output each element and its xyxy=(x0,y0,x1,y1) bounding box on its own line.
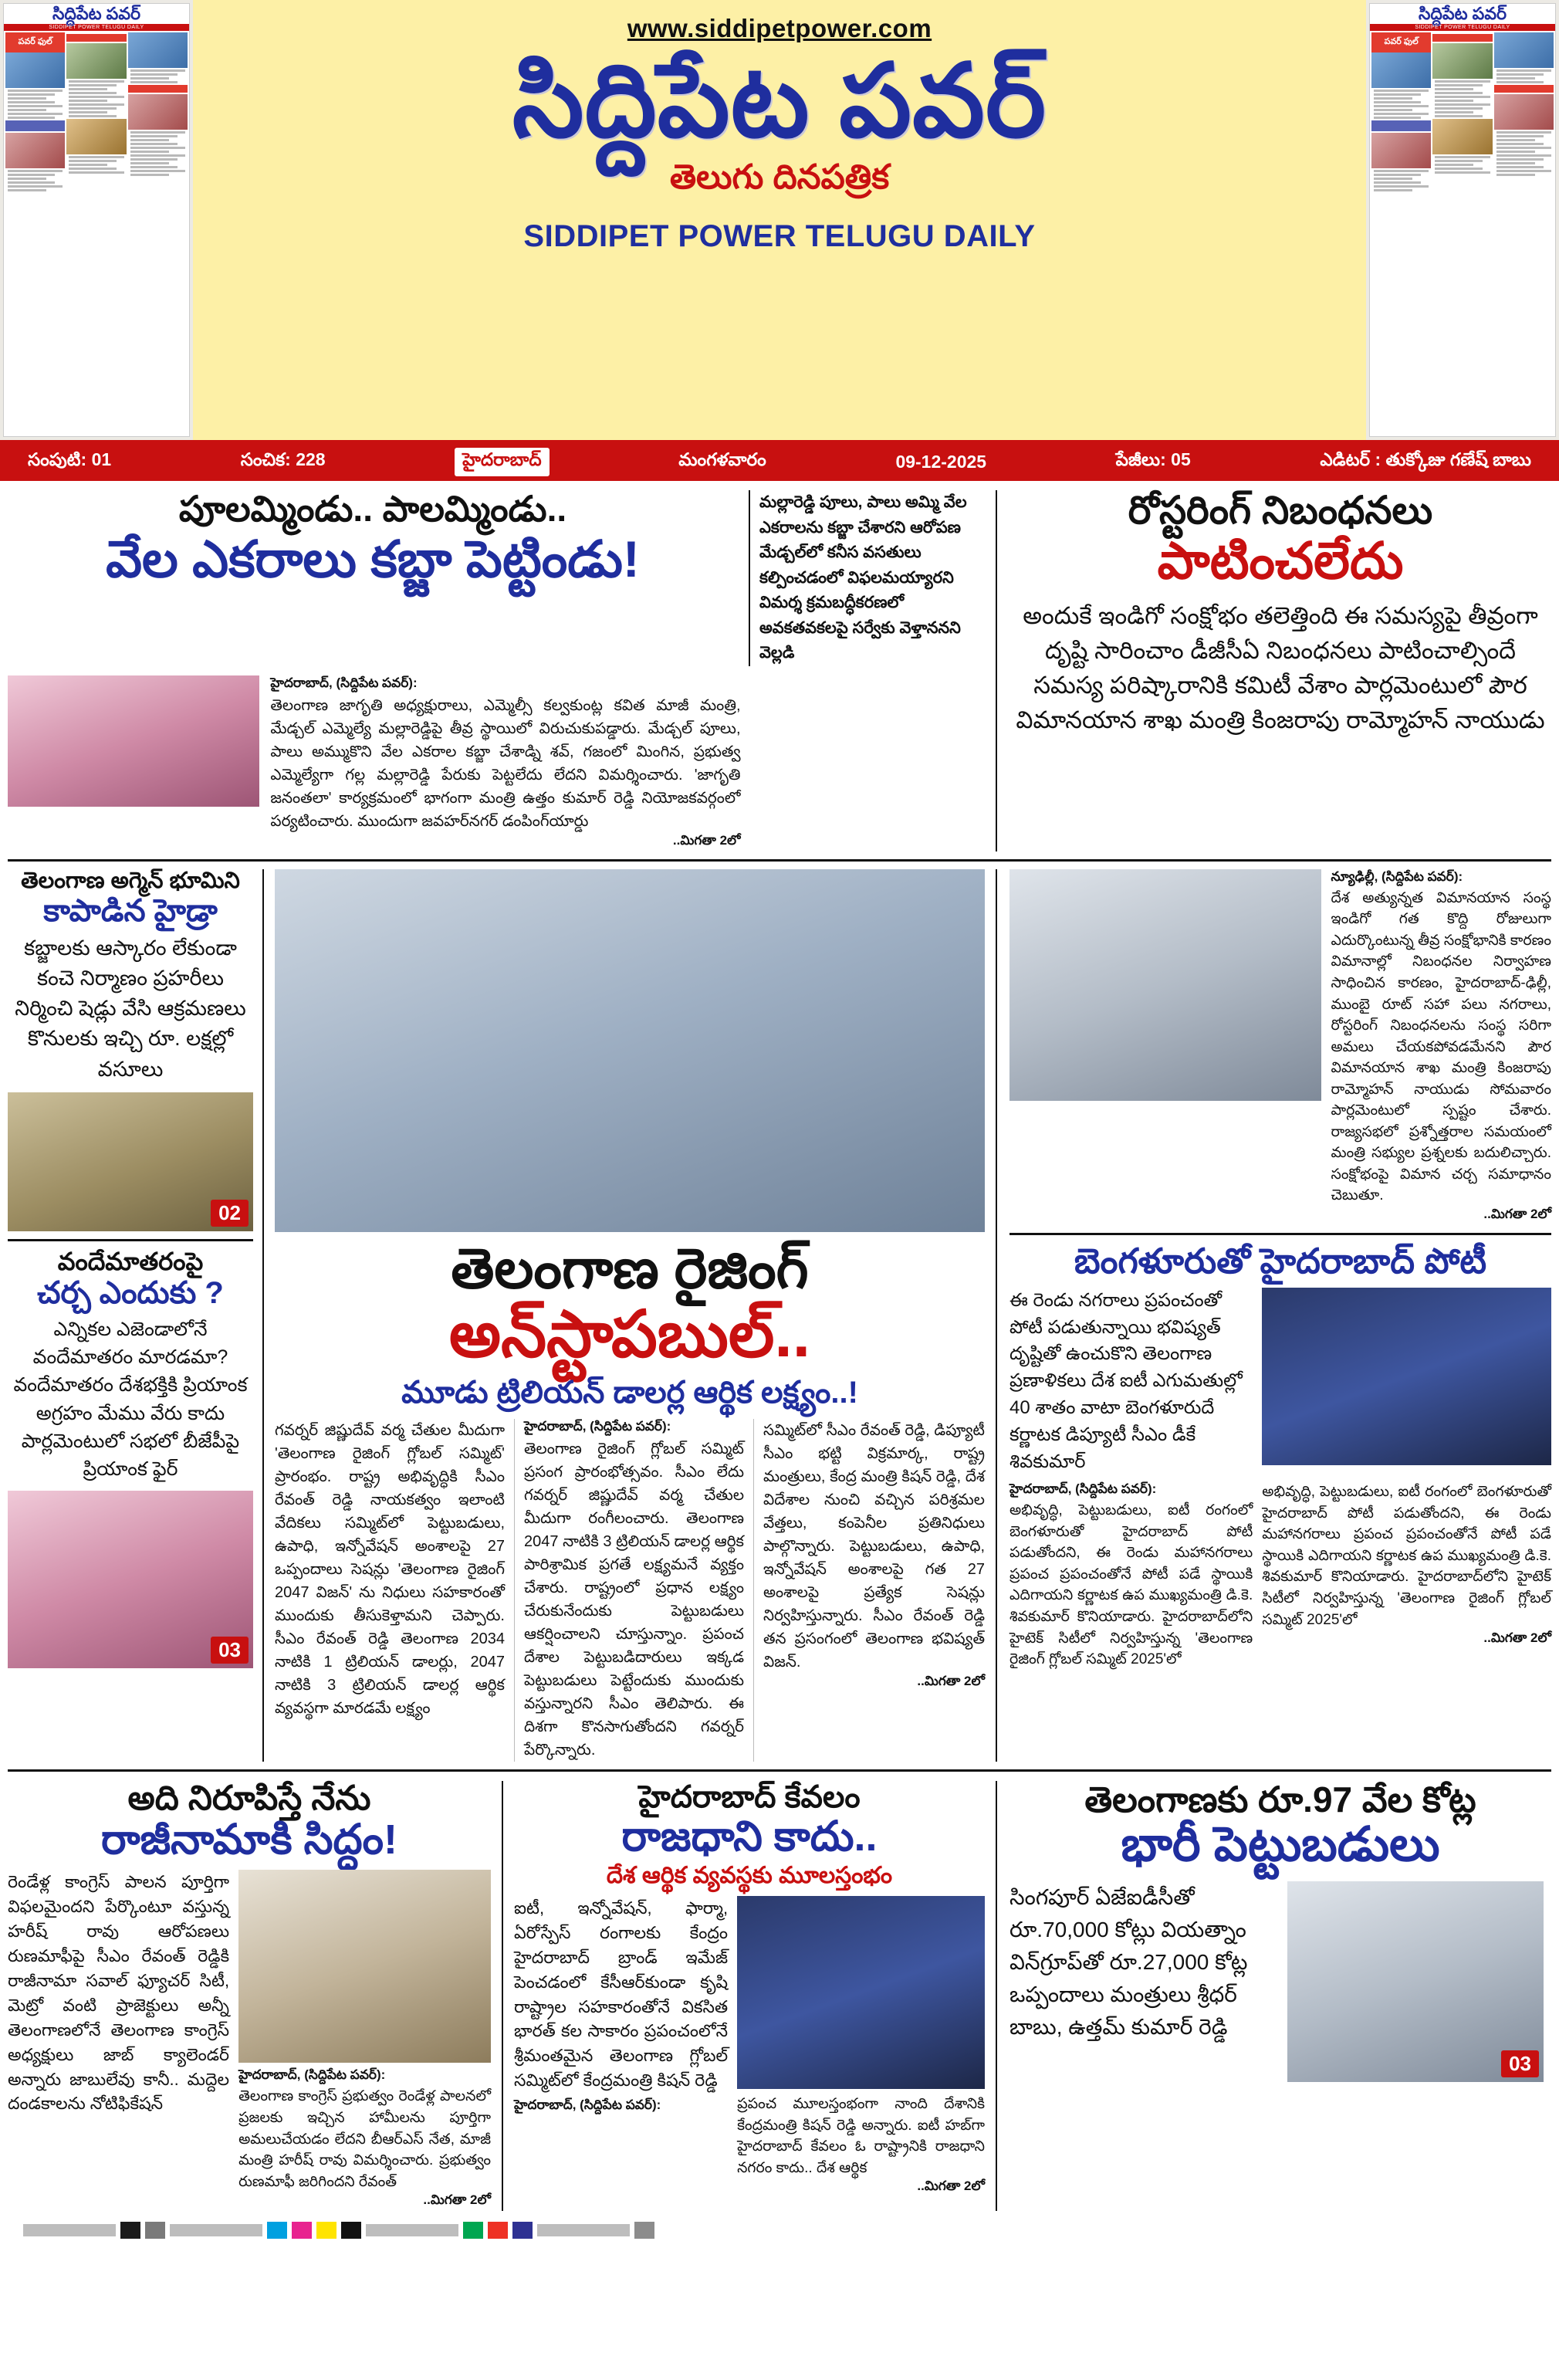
bottom-center-body: ప్రపంచ మూలస్తంభంగా నాంది దేశానికి కేంద్రమంత్రి కిషన్ రెడ్డి అన్నారు. ఐటీ హబ్‌గా హైదరాబాద్ కేవలం ఓ రాష్ట్రానికి రాజధాని నగరం కాదు.. దేశ ఆర్థిక xyxy=(737,2095,985,2176)
center-byline: హైదరాబాద్, (సిద్దిపేట పవర్): xyxy=(524,1418,671,1434)
masthead xyxy=(0,0,1559,442)
bottom-center-bullets: ఐటీ, ఇన్నోవేషన్, ఫార్మా, ఏరోస్పేస్ రంగాలకు కేంద్రం హైదరాబాద్ బ్రాండ్ ఇమేజ్ పెంచడంలో కేసీఆర్‌కుండా కృషి రాష్ట్రాల సహకారంతోనే వికసిత భారత్ కల సాకారం ప్రపంచంలోనే శ్రీమంతమైన తెలంగాణ గ్లోబల్ సమ్మిట్‌లో కేంద్రమంత్రి కిషన్ రెడ్డి xyxy=(514,1898,729,2091)
mini-text-block xyxy=(1371,90,1431,119)
lead-photo-kavitha xyxy=(8,675,259,807)
mini-text-block xyxy=(1494,131,1554,176)
mini-headline-bar xyxy=(1371,120,1431,131)
reg-swatch xyxy=(512,2222,533,2239)
mini-strip: SIDDIPET POWER TELUGU DAILY xyxy=(1370,24,1555,31)
left-story1-photo xyxy=(8,1092,253,1231)
pages-count: పేజీలు: 05 xyxy=(1115,449,1191,469)
reg-long-bar xyxy=(366,2224,458,2236)
mini-text-block xyxy=(66,156,126,174)
right-mid-bullets: ఈ రెండు నగరాలు ప్రపంచంతో పోటీ పడుతున్నాయి భవిష్యత్ దృష్టితో ఉంచుకొని తెలంగాణ ప్రణాళికలు దేశ ఐటీ ఎగుమతుల్లో 40 శాతం వాటా బెంగళూరుదే కర్ణాటక డిప్యూటీ సీఎం డీకే శివకుమార్ xyxy=(1009,1289,1243,1472)
left-story1-body: కబ్జాలకు ఆస్కారం లేకుండా కంచె నిర్మాణం ప్రహరీలు నిర్మించి షెడ్లు వేసి ఆక్రమణలు కొనులకు ఇచ్చి రూ. లక్షల్లో వసూలు xyxy=(15,936,246,1081)
masthead-center xyxy=(193,0,1366,440)
bottom-center-byline: హైదరాబాద్, (సిద్దిపేట పవర్): xyxy=(514,2097,661,2113)
mini-text-block xyxy=(5,90,65,119)
right-top-story-body xyxy=(1009,869,1551,1225)
mini-logo: సిద్దిపేట పవర్ xyxy=(1418,4,1507,23)
bottom-right-head1: తెలంగాణకు రూ.97 వేల కోట్ల xyxy=(1084,1779,1476,1820)
mini-text-block xyxy=(1371,170,1431,191)
page-ref-badge: 03 xyxy=(1501,2050,1539,2077)
mini-photo xyxy=(1494,32,1554,68)
bottom-left-byline: హైదరాబాద్, (సిద్దిపేట పవర్): xyxy=(238,2067,386,2083)
left-story1-head2: కాపాడిన హైడ్రా xyxy=(43,893,218,928)
page-content xyxy=(0,481,1559,2253)
mini-photo xyxy=(1371,133,1431,168)
right-top-photo xyxy=(1009,869,1321,1101)
reg-swatch xyxy=(341,2222,361,2239)
mini-photo xyxy=(66,43,126,79)
mini-kicker xyxy=(128,85,188,93)
paper-subtitle-telugu: తెలుగు దినపత్రిక xyxy=(669,157,890,196)
mini-photo xyxy=(5,52,65,88)
bottom-center-photo xyxy=(737,1896,985,2089)
mini-photo xyxy=(1432,119,1492,154)
lead-bullet-summary: మల్లారెడ్డి పూలు, పాలు అమ్మి వేల ఎకరాలను కబ్జా చేశారని ఆరోపణ మేడ్చల్‌లో కనీస వసతులు కల్పించడంలో విఫలమయ్యారని విమర్శ క్రమబద్ధీకరణలో అవకతవకలపై సర్వేకు వెళ్తాననని వెల్లడి xyxy=(759,493,967,662)
right-mid-head: బెంగళూరుతో హైదరాబాద్ పోటీ xyxy=(1074,1241,1487,1281)
right-mid-body-cont: అభివృద్ధి, పెట్టుబడులు, ఐటీ రంగంలో బెంగళూరుతో హైదరాబాద్ పోటీ పడుతోందని, ఈ రెండు మహానగరాలు ప్రపంచ ప్రపంచంతోనే పోటీ పడే స్థాయికి ఎదిగాయని కర్ణాటక ఉప ముఖ్యమంత్రి డి.కె. శివకుమార్ కొనియాడారు. హైదరాబాద్‌లోని హైటెక్ సిటీలో నిర్వహిస్తున్న 'తెలంగాణ రైజింగ్ గ్లోబల్ సమ్మిట్ 2025'లో xyxy=(1262,1484,1551,1628)
right-top-bullets: అందుకే ఇండిగో సంక్షోభం తలెత్తింది ఈ సమస్యపై తీవ్రంగా దృష్టి సారించాం డీజీసీఏ నిబంధనలు పాటించాల్సిందే సమస్య పరిష్కారానికి కమిటీ వేశాం పార్లమెంటులో పౌర విమానయాన శాఖ మంత్రి కింజరాపు రామ్మోహన్ నాయుడు xyxy=(1016,601,1545,733)
bottom-left-body: తెలంగాణ కాంగ్రెస్ ప్రభుత్వం రెండేళ్ల పాలనలో ప్రజలకు ఇచ్చిన హామీలను పూర్తిగా అమలుచేయడం లేదని బీఆర్ఎస్ నేత, మాజీ మంత్రి హరీష్ రావు విమర్శించారు. ప్రభుత్వం రుణమాఫీ జరిగిందని రేవంత్ xyxy=(238,2088,491,2190)
mini-photo xyxy=(128,94,188,130)
mini-text-block xyxy=(1494,69,1554,83)
mini-photo xyxy=(66,119,126,154)
center-main-photo xyxy=(275,869,985,1232)
left-story2-head1: వందేమాతరంపై xyxy=(57,1247,204,1275)
left-column xyxy=(8,869,262,1762)
mini-kicker xyxy=(1494,85,1554,93)
reg-swatch xyxy=(145,2222,165,2239)
right-mid-continuation: ..మిగతా 2లో xyxy=(1483,1630,1551,1646)
bottom-right-story xyxy=(996,1781,1551,2212)
mini-kicker xyxy=(1432,34,1492,42)
mini-red-band: పవర్ ఫుల్ xyxy=(5,32,65,52)
mini-photo xyxy=(128,32,188,68)
mini-photo xyxy=(5,133,65,168)
reg-swatch xyxy=(267,2222,287,2239)
mini-photo xyxy=(1432,43,1492,79)
right-top-continuation: ..మిగతా 2లో xyxy=(1483,1207,1551,1222)
center-main-story xyxy=(262,869,996,1762)
masthead-thumbnail-right xyxy=(1366,0,1559,440)
right-top-story xyxy=(996,490,1551,851)
issue-label: సంచిక: 228 xyxy=(240,449,326,469)
center-col3: సమ్మిట్‌లో సీఎం రేవంత్ రెడ్డి, డిప్యూటీ సీఎం భట్టి విక్రమార్క, రాష్ట్ర మంత్రులు, కేంద్ర మంత్రి కిషన్ రెడ్డి, దేశ విదేశాల నుంచి వచ్చిన పరిశ్రమల వేత్తలు, కంపెనీల ప్రతినిధులు పాల్గొన్నారు. పెట్టుబడులు, ఉపాధి, ఇన్నోవేషన్ అంశాలపై గత 27 అంశాలపై ప్రత్యేక సెషన్లు నిర్వహిస్తున్నారు. సీఎం రేవంత్ రెడ్డి తన ప్రసంగంలో తెలంగాణ భవిష్యత్ విజన్. xyxy=(763,1421,985,1671)
mini-kicker xyxy=(66,34,126,42)
right-mid-byline: హైదరాబాద్, (సిద్దిపేట పవర్): xyxy=(1009,1481,1157,1497)
left-story2-head2: చర్చ ఎందుకు ? xyxy=(37,1275,224,1310)
bottom-left-continuation: ..మిగతా 2లో xyxy=(423,2192,491,2208)
bottom-right-bullets: సింగపూర్ ఏజేఐడీసీతో రూ.70,000 కోట్లు వియత్నాం విన్‌గ్రూప్‌తో రూ.27,000 కోట్ల ఒప్పందాలు మంత్రులు శ్రీధర్ బాబు, ఉత్తమ్ కుమార్ రెడ్డి xyxy=(1009,1885,1248,2040)
mini-text-block xyxy=(5,170,65,191)
reg-swatch xyxy=(316,2222,336,2239)
reg-swatch xyxy=(292,2222,312,2239)
left-story-vandemataram xyxy=(8,1249,253,1669)
right-mid-photo xyxy=(1262,1288,1551,1465)
bottom-left-story xyxy=(8,1781,502,2212)
center-col1: గవర్నర్ జిష్ణుదేవ్ వర్మ చేతుల మీదుగా 'తెలంగాణ రైజింగ్ గ్లోబల్ సమ్మిట్' ప్రారంభం. రాష్ట్ర అభివృద్ధికి సీఎం రేవంత్ రెడ్డి నాయకత్వం ఇలాంటి వేదికలు సమ్మిట్‌లో పెట్టుబడులు, ఉపాధి, ఇన్నోవేషన్ అంశాలపై 27 ఒప్పందాలు సెషన్లు 'తెలంగాణ రైజింగ్ 2047 విజన్' ను నిధులు సహకారంతో ముందుకు తీసుకెళ్తామని చెప్పారు. సీఎం రేవంత్ రెడ్డి తెలంగాణ 2034 నాటికి 1 ట్రిలియన్ డాలర్లు, 2047 నాటికి 3 ట్రిలియన్ డాలర్ల ఆర్థిక వ్యవస్థగా మారడమే లక్ష్యం xyxy=(275,1421,505,1717)
paper-title-telugu: సిద్దిపేట పవర్ xyxy=(512,44,1047,157)
editor-label: ఎడిటర్ : తుక్కోజు గణేష్ బాబు xyxy=(1320,449,1531,469)
reg-swatch xyxy=(634,2222,654,2239)
left-story1-head1: తెలంగాణ అగ్మెన్ భూమిని xyxy=(21,868,240,893)
reg-swatch xyxy=(488,2222,508,2239)
bottom-left-bullets: రెండేళ్ల కాంగ్రెస్ పాలన పూర్తిగా విఫలమైందని పేర్కొంటూ వస్తున్న హరీష్ రావు ఆరోపణలు రుణమాఫీపై సీఎం రేవంత్ రెడ్డికి రాజీనామా సవాల్ ఫ్యూచర్ సిటీ, మెట్రో వంటి ప్రాజెక్టులు అన్నీ తెలంగాణలోనే తెలంగాణ కాంగ్రెస్ అధ్యక్షులు జాబ్ క్యాలెండర్ అన్నారు జాబులేవు కానీ.. మద్దెల దండకాలను నోటిఫికేషన్ xyxy=(8,1872,230,2114)
edition-place: హైదరాబాద్ xyxy=(455,448,549,476)
mini-photo xyxy=(1494,94,1554,130)
lead-headline: వేల ఎకరాలు కబ్జా పెట్టిండు! xyxy=(106,530,640,587)
mini-frontpage xyxy=(1369,3,1556,437)
center-head1: తెలంగాణ రైజింగ్ xyxy=(451,1237,809,1300)
bottom-center-head2: రాజధాని కాదు.. xyxy=(621,1813,878,1860)
mini-text-block xyxy=(1432,156,1492,174)
reg-swatch xyxy=(120,2222,140,2239)
right-top-head1: రోస్టరింగ్ నిబంధనలు xyxy=(1128,489,1433,532)
lead-continuation: ..మిగతా 2లో xyxy=(672,832,741,848)
mini-headline-bar xyxy=(5,120,65,131)
bottom-center-continuation: ..మిగతా 2లో xyxy=(917,2179,985,2194)
reg-swatch xyxy=(463,2222,483,2239)
right-top-byline: న్యూఢిల్లీ, (సిద్దిపేట పవర్): xyxy=(1331,868,1463,884)
reg-long-bar xyxy=(537,2224,630,2236)
issue-info-bar xyxy=(0,442,1559,481)
volume-label: సంపుటి: 01 xyxy=(28,449,112,469)
reg-long-bar xyxy=(23,2224,116,2236)
left-story-hydra xyxy=(8,869,253,1231)
right-column xyxy=(996,869,1551,1762)
date-label: 09-12-2025 xyxy=(895,451,987,472)
mini-red-band: పవర్ ఫుల్ xyxy=(1371,32,1431,52)
page-ref-badge: 03 xyxy=(211,1637,249,1664)
center-continuation: ..మిగతా 2లో xyxy=(917,1673,985,1688)
masthead-thumbnail-left xyxy=(0,0,193,440)
center-subhead: మూడు ట్రిలియన్ డాలర్ల ఆర్థిక లక్ష్యం..! xyxy=(401,1376,858,1410)
right-top-head2: పాటించలేదు xyxy=(1157,532,1404,589)
right-mid-body: అభివృద్ధి, పెట్టుబడులు, ఐటీ రంగంలో బెంగళూరుతో హైదరాబాద్ పోటీ పడుతోందని, ఈ రెండు మహానగరాలు ప్రపంచ ప్రపంచంతోనే పోటీ పడే స్థాయికి ఎదిగాయని కర్ణాటక ఉప ముఖ్యమంత్రి డి.కె. శివకుమార్ కొనియాడారు. హైదరాబాద్‌లోని హైటెక్ సిటీలో నిర్వహిస్తున్న 'తెలంగాణ రైజింగ్ గ్లోబల్ సమ్మిట్ 2025'లో xyxy=(1009,1502,1253,1668)
mini-text-block xyxy=(66,80,126,117)
lead-byline: హైదరాబాద్, (సిద్దిపేట పవర్): xyxy=(270,675,418,690)
mini-strip: SIDDIPET POWER TELUGU DAILY xyxy=(4,24,189,31)
bottom-center-head3: దేశ ఆర్థిక వ్యవస్థకు మూలస్తంభం xyxy=(606,1863,893,1889)
reg-long-bar xyxy=(170,2224,262,2236)
mini-text-block xyxy=(128,131,188,176)
mini-text-block xyxy=(128,69,188,83)
right-top-body: దేశ అత్యున్నత విమానయాన సంస్థ ఇండిగో గత కొద్ది రోజులుగా ఎదుర్కొంటున్న తీవ్ర సంక్షోభానికి కారణం విమానాల్లో నిబంధనల నిర్వాహణ సాధించిన కారణం, హైదరాబాద్-ఢిల్లీ, ముంబై రూట్ సహా పలు నగరాలు, రోస్టరింగ్ నిబంధనలను సంస్థ సరిగా అమలు చేయకపోవడమేనని పౌర విమానయాన శాఖ మంత్రి కింజరాపు రామ్మోహన్ నాయుడు సోమవారం పార్లమెంటులో స్పష్టం చేశారు. రాజ్యసభలో ప్రశ్నోత్తరాల సమయంలో మంత్రి సభ్యుల ప్రశ్నలకు బదులిచ్చారు. సంక్షోభంపై విమాన చర్చ సమాధానం చెబుతూ. xyxy=(1331,889,1551,1204)
center-col2: తెలంగాణ రైజింగ్ గ్లోబల్ సమ్మిట్ ప్రసంగ ప్రారంభోత్సవం. సీఎం లేదు గవర్నర్ జిష్ణుదేవ్ వర్మ చేతుల మీదుగా రంగీలంచారు. తెలంగాణ 2047 నాటికి 3 ట్రిలియన్ డాలర్ల ఆర్థిక పారిశ్రామిక ప్రగతే లక్ష్యమనే వ్యక్తం చేశారు. రాష్ట్రంలో ప్రధాన లక్ష్యం చేరుకునేందుకు పెట్టుబడులు ఆకర్షించాలని చూస్తున్నాం. ప్రపంచ దేశాల పెట్టుబడిదారులు ఇక్కడ పెట్టుబడులు పెట్టేందుకు ముందుకు వస్తున్నారని సీఎం తెలిపారు. ఈ దిశగా కొనసాగుతోందని గవర్నర్ పేర్కొన్నారు. xyxy=(524,1440,744,1759)
mini-text-block xyxy=(1432,80,1492,117)
mini-frontpage xyxy=(3,3,190,437)
bottom-center-story xyxy=(502,1781,996,2212)
lead-body: తెలంగాణ జాగృతి అధ్యక్షురాలు, ఎమ్మెల్సీ కల్వకుంట్ల కవిత మాజీ మంత్రి, మేడ్చల్ ఎమ్మెల్యే మల్లారెడ్డిపై తీవ్ర స్థాయిలో విరుచుకుపడ్డారు. మేడ్చల్ పూలు, పాలు అమ్ముకొని వేల ఎకరాల కబ్జా చేశాడ్ని శవ్, గజంలో మింగిన, ప్రభుత్వ ఎమ్మెల్యేగా గల్ల మల్లారెడ్డి పేరుకు పెట్టలేదు లేదని విమర్శించారు. 'జాగృతి జనంతలా' కార్యక్రమంలో భాగంగా మంత్రి ఉత్తం కుమార్ రెడ్డి నియోజకవర్గంలో పర్యటించారు. ముందుగా జవహర్‌నగర్ డంపింగ్‌యార్డు xyxy=(270,696,741,830)
bottom-center-head1: హైదరాబాద్ కేవలం xyxy=(638,1779,861,1814)
paper-title-english: SIDDIPET POWER TELUGU DAILY xyxy=(523,218,1036,253)
print-registration-bar xyxy=(8,2211,1551,2253)
bottom-right-photo xyxy=(1287,1881,1544,2082)
mini-photo xyxy=(1371,52,1431,88)
website-url[interactable]: www.siddipetpower.com xyxy=(627,14,932,42)
left-story2-body: ఎన్నికల ఎజెండాలోనే వందేమాతరం మారడమా? వందేమాతరం దేశభక్తికి ప్రియాంక అగ్రహం మేము వేరు కాదు పార్లమెంటులో సభలో బీజేపీపై ప్రియాంక ఫైర్ xyxy=(13,1318,248,1481)
right-mid-story xyxy=(1009,1243,1551,1671)
lead-story-block xyxy=(8,490,996,851)
bottom-left-head1: అది నిరూపిస్తే నేను xyxy=(127,1779,371,1817)
page-ref-badge: 02 xyxy=(211,1200,249,1227)
lead-kicker: పూలమ్మిండు.. పాలమ్మిండు.. xyxy=(178,489,567,529)
bottom-right-head2: భారీ పెట్టుబడులు xyxy=(1121,1818,1440,1872)
center-head2: అన్‌స్టాపబుల్.. xyxy=(448,1298,811,1371)
left-story2-photo xyxy=(8,1491,253,1668)
bottom-left-head2: రాజీనామాకి సిద్ధం! xyxy=(101,1816,397,1864)
mini-logo: సిద్దిపేట పవర్ xyxy=(52,4,141,23)
bottom-left-photo xyxy=(238,1870,491,2063)
weekday-label: మంగళవారం xyxy=(678,449,766,469)
